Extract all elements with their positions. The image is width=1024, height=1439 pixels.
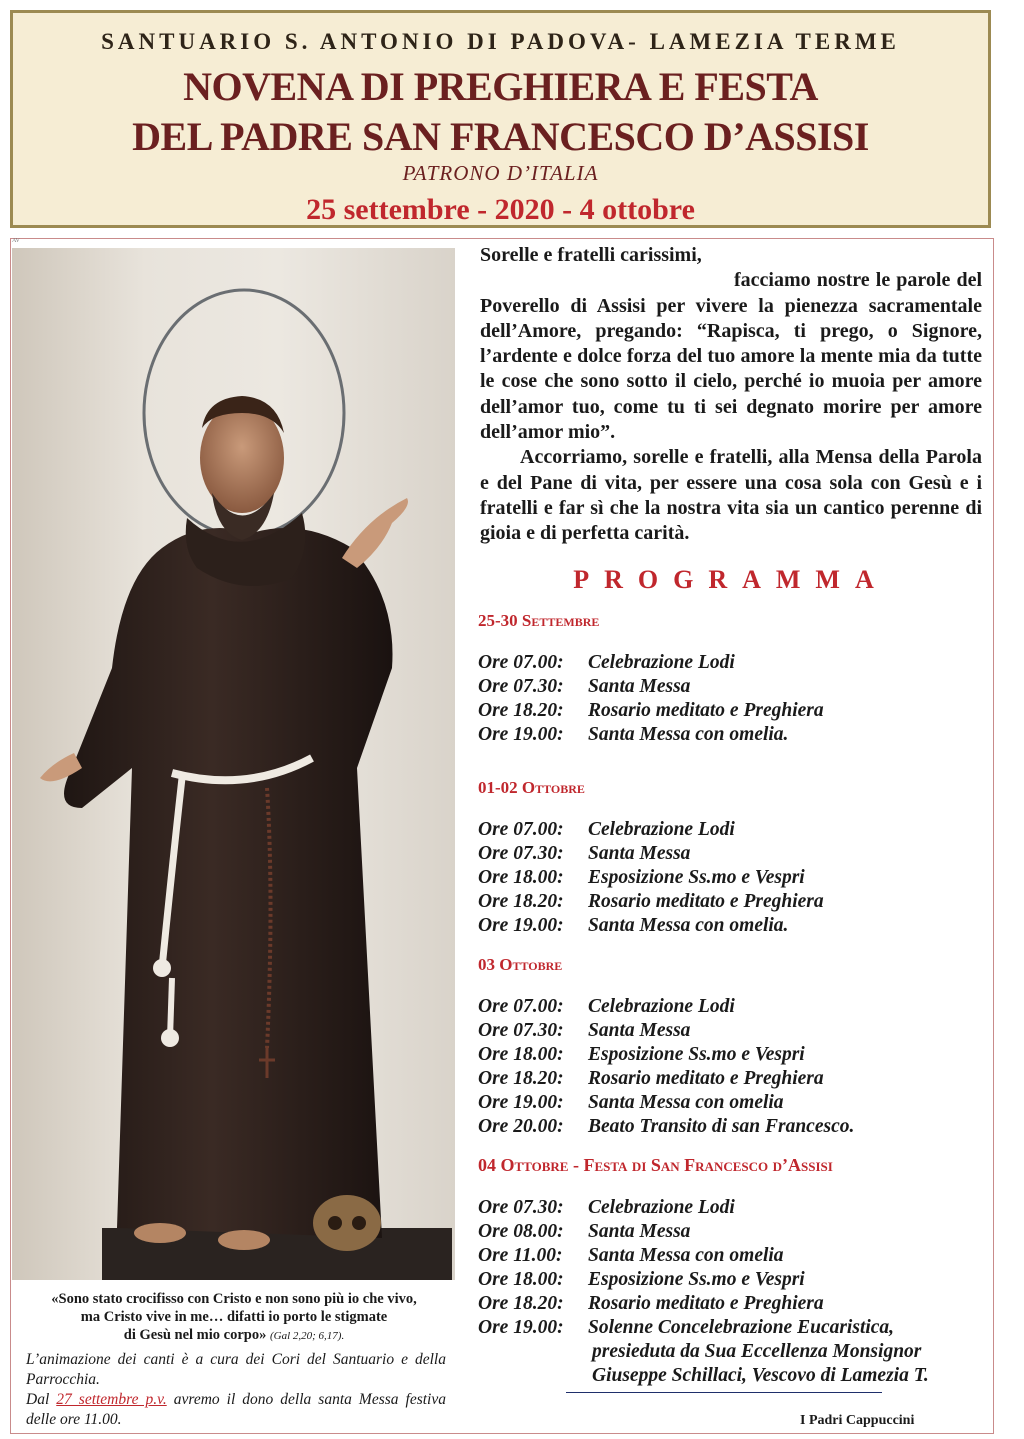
schedule-time: Ore 07.30:: [478, 1197, 564, 1218]
schedule-row: [478, 1244, 988, 1268]
quote-line-2: ma Cristo vive in me… difatti io porto le stigmate: [80, 1309, 388, 1325]
schedule-list: [478, 651, 988, 747]
schedule-time: Ore 19.00:: [478, 724, 564, 745]
schedule-event: Rosario meditato e Preghiera: [588, 1068, 824, 1089]
schedule-list: [478, 1196, 988, 1388]
schedule-event: Santa Messa con omelia: [588, 1092, 784, 1113]
choir-text: L’animazione dei canti è a cura dei Cori del Santuario e della Parrocchia.: [26, 1351, 446, 1388]
schedule-row: [478, 866, 988, 890]
sanctuary-name: SANTUARIO S. ANTONIO DI PADOVA- LAMEZIA TERME: [101, 29, 900, 54]
schedule-row: [478, 890, 988, 914]
schedule-row: [478, 1019, 988, 1043]
schedule-continuation: Giuseppe Schillaci, Vescovo di Lamezia T.: [592, 1365, 929, 1386]
schedule-event: Celebrazione Lodi: [588, 819, 735, 840]
schedule-event: Rosario meditato e Preghiera: [588, 891, 824, 912]
section-heading: 01-02 Ottobre: [478, 778, 585, 797]
schedule-row: [478, 914, 988, 938]
schedule-time: Ore 07.00:: [478, 996, 564, 1017]
mass-note-pre: Dal: [26, 1391, 50, 1408]
schedule-event: Celebrazione Lodi: [588, 652, 735, 673]
schedule-row: [478, 723, 988, 747]
signature-divider: [566, 1392, 882, 1393]
photo-credit-mark: AV: [12, 238, 20, 244]
schedule-time: Ore 11.00:: [478, 1245, 563, 1266]
schedule-event: Esposizione Ss.mo e Vespri: [588, 867, 805, 888]
schedule-row: [478, 675, 988, 699]
schedule-list: [478, 995, 988, 1139]
schedule-row: [478, 1316, 988, 1340]
choir-note: [26, 1350, 446, 1430]
section-heading: 25-30 Settembre: [478, 611, 600, 630]
schedule-row: [478, 1067, 988, 1091]
schedule-event: Santa Messa: [588, 676, 691, 697]
mass-date-highlight: 27 settembre p.v.: [56, 1391, 167, 1408]
schedule-event: Solenne Concelebrazione Eucaristica,: [588, 1317, 895, 1338]
schedule-event: Beato Transito di san Francesco.: [588, 1116, 855, 1137]
schedule-row: [478, 1220, 988, 1244]
letter-paragraph-1: facciamo nostre le parole del Poverello di Assisi per vivere la pienezza sacramentale dell’Amore, pregando: “Rapisca, ti prego, o Signore, l’ardente e dolce forza del tuo amore la mente mia da tutte le cose che sono sotto il cielo, perché io muoia per amore dell’amor tuo, come tu ti sei degnato morire per amore dell’amor mio”.: [480, 269, 982, 444]
schedule-row: [478, 995, 988, 1019]
schedule-event: Rosario meditato e Preghiera: [588, 700, 824, 721]
letter-body: [480, 243, 982, 547]
schedule-time: Ore 19.00:: [478, 915, 564, 936]
foot-left: [134, 1223, 186, 1243]
schedule-row: [478, 1268, 988, 1292]
schedule-row: [478, 818, 988, 842]
mass-note-post: avremo il dono della santa Messa festiva delle ore 11.00.: [26, 1391, 446, 1428]
schedule-row: [478, 1292, 988, 1316]
schedule-event: Esposizione Ss.mo e Vespri: [588, 1044, 805, 1065]
schedule-row: [478, 651, 988, 675]
quote-reference: (Gal 2,20; 6,17).: [269, 1330, 345, 1342]
robe: [64, 528, 393, 1238]
letter-paragraph-2: Accorriamo, sorelle e fratelli, alla Mensa della Parola e del Pane di vita, per essere una cosa sola con Gesù e i fratelli e far sì che la nostra vita sia un cantico perenne di gioia e di perfetta carità.: [480, 446, 982, 545]
schedule-section-1: [478, 611, 988, 747]
section-heading: 03 Ottobre: [478, 955, 563, 974]
schedule-event: Santa Messa con omelia.: [588, 915, 789, 936]
schedule-time: Ore 20.00:: [478, 1116, 564, 1137]
title-line-1: NOVENA DI PREGHIERA E FESTA: [183, 64, 818, 109]
patrono-subtitle: PATRONO D’ITALIA: [402, 161, 599, 185]
skull: [313, 1195, 381, 1251]
event-dates: 25 settembre - 2020 - 4 ottobre: [306, 193, 695, 226]
schedule-event: Santa Messa: [588, 1221, 691, 1242]
schedule-row: [478, 1196, 988, 1220]
raised-hand: [342, 498, 408, 568]
schedule-event: Celebrazione Lodi: [588, 996, 735, 1017]
schedule-time: Ore 19.00:: [478, 1317, 564, 1338]
schedule-event: Santa Messa: [588, 1020, 691, 1041]
statue-illustration: [12, 248, 455, 1280]
schedule-event: Celebrazione Lodi: [588, 1197, 735, 1218]
schedule-time: Ore 08.00:: [478, 1221, 564, 1242]
schedule-event: Rosario meditato e Preghiera: [588, 1293, 824, 1314]
schedule-event: Santa Messa: [588, 843, 691, 864]
scripture-quote: [14, 1290, 454, 1345]
schedule-continuation: presieduta da Sua Eccellenza Monsignor: [592, 1341, 922, 1362]
schedule-time: Ore 18.20:: [478, 700, 564, 721]
schedule-time: Ore 18.20:: [478, 1068, 564, 1089]
schedule-event: Santa Messa con omelia.: [588, 724, 789, 745]
programma-title: PROGRAMMA: [573, 565, 889, 594]
schedule-time: Ore 07.00:: [478, 652, 564, 673]
title-line-2: DEL PADRE SAN FRANCESCO D’ASSISI: [132, 114, 869, 159]
schedule-time: Ore 18.20:: [478, 1293, 564, 1314]
schedule-time: Ore 07.30:: [478, 676, 564, 697]
schedule-time: Ore 19.00:: [478, 1092, 564, 1113]
schedule-list: [478, 818, 988, 938]
schedule-section-4: [478, 1155, 988, 1388]
schedule-event: Santa Messa con omelia: [588, 1245, 784, 1266]
schedule-section-2: [478, 778, 988, 938]
schedule-row: [478, 1043, 988, 1067]
schedule-row: [478, 842, 988, 866]
saint-francis-statue-photo: [12, 248, 455, 1280]
schedule-time: Ore 18.00:: [478, 867, 564, 888]
schedule-section-3: [478, 955, 988, 1139]
schedule-time: Ore 18.00:: [478, 1044, 564, 1065]
foot-right: [218, 1230, 270, 1250]
letter-salutation: Sorelle e fratelli carissimi,: [480, 244, 702, 266]
schedule-time: Ore 07.30:: [478, 843, 564, 864]
schedule-time: Ore 07.30:: [478, 1020, 564, 1041]
schedule-time: Ore 18.00:: [478, 1269, 564, 1290]
signature: I Padri Cappuccini: [800, 1413, 915, 1428]
section-heading: 04 Ottobre - Festa di San Francesco d’Assisi: [478, 1155, 833, 1175]
schedule-event: Esposizione Ss.mo e Vespri: [588, 1269, 805, 1290]
schedule-time: Ore 18.20:: [478, 891, 564, 912]
schedule-time: Ore 07.00:: [478, 819, 564, 840]
header-banner: [10, 10, 991, 228]
schedule-row: [478, 1115, 988, 1139]
quote-line-1: «Sono stato crocifisso con Cristo e non sono più io che vivo,: [51, 1291, 417, 1307]
quote-line-3: di Gesù nel mio corpo»: [123, 1327, 267, 1343]
schedule-row: [478, 699, 988, 723]
schedule-row: [478, 1091, 988, 1115]
